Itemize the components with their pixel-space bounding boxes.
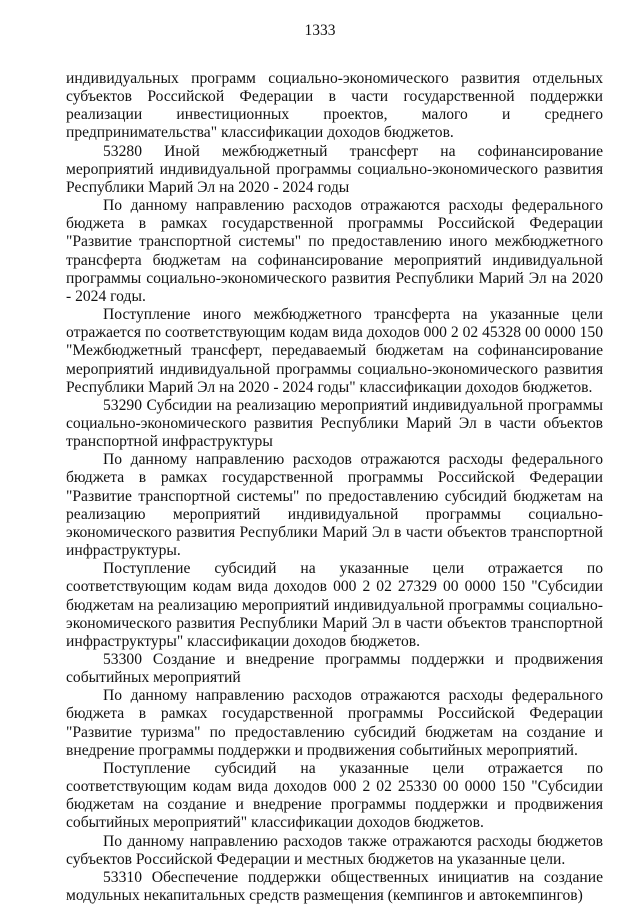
paragraph-expenses-53290: По данному направлению расходов отражаются расходы федерального бюджета в рамках государственной программы Российской Федерации "Развитие транспортной системы" по предоставлению субсидий бюджетам на реализацию мероприятий индивидуальной программы социально-экономического развития Республики Марий Эл в части объектов транспортной инфраструктуры. [66, 451, 603, 560]
section-heading-53310: 53310 Обеспечение поддержки общественных инициатив на создание модульных некапитальных средств размещения (кемпингов и автокемпингов) [66, 868, 603, 905]
paragraph-income-53290: Поступление субсидий на указанные цели отражается по соответствующим кодам вида доходов 000 2 02 27329 00 0000 150 "Субсидии бюджетам на реализацию мероприятий индивидуальной программы социально-экономического развития Республики Марий Эл в части объектов транспортной инфраструктуры" классификации доходов бюджетов. [66, 560, 603, 650]
section-heading-53280: 53280 Иной межбюджетный трансферт на софинансирование мероприятий индивидуальной программы социально-экономического развития Республики Марий Эл на 2020 - 2024 годы [66, 142, 603, 196]
paragraph-continuation: индивидуальных программ социально-экономического развития отдельных субъектов Российской Федерации в части государственной поддержки реализации инвестиционных проектов, малого и среднего предпринимательства" классификации доходов бюджетов. [66, 70, 603, 142]
paragraph-regional-expenses-53300: По данному направлению расходов также отражаются расходы бюджетов субъектов Российской Федерации и местных бюджетов на указанные цели. [66, 832, 603, 868]
paragraph-income-53280: Поступление иного межбюджетного трансферта на указанные цели отражается по соответствующим кодам вида доходов 000 2 02 45328 00 0000 150 "Межбюджетный трансферт, передаваемый бюджетам на софинансирование мероприятий индивидуальной программы социально-экономического развития Республики Марий Эл на 2020 - 2024 годы" классификации доходов бюджетов. [66, 306, 603, 396]
document-body [66, 70, 603, 905]
paragraph-expenses-53280: По данному направлению расходов отражаются расходы федерального бюджета в рамках государственной программы Российской Федерации "Развитие транспортной системы" по предоставлению иного межбюджетного трансферта бюджетам на софинансирование мероприятий индивидуальной программы социально-экономического развития Республики Марий Эл на 2020 - 2024 годы. [66, 197, 603, 305]
paragraph-income-53300: Поступление субсидий на указанные цели отражается по соответствующим кодам вида доходов 000 2 02 25330 00 0000 150 "Субсидии бюджетам на создание и внедрение программы поддержки и продвижения событийных мероприятий" классификации доходов бюджетов. [66, 759, 603, 832]
paragraph-expenses-53300: По данному направлению расходов отражаются расходы федерального бюджета в рамках государственной программы Российской Федерации "Развитие туризма" по предоставлению субсидий бюджетам на создание и внедрение программы поддержки и продвижения событийных мероприятий. [66, 687, 603, 759]
section-heading-53300: 53300 Создание и внедрение программы поддержки и продвижения событийных мероприятий [66, 651, 603, 687]
page-number: 1333 [304, 22, 336, 39]
section-heading-53290: 53290 Субсидии на реализацию мероприятий индивидуальной программы социально-экономического развития Республики Марий Эл в части объектов транспортной инфраструктуры [66, 396, 603, 451]
